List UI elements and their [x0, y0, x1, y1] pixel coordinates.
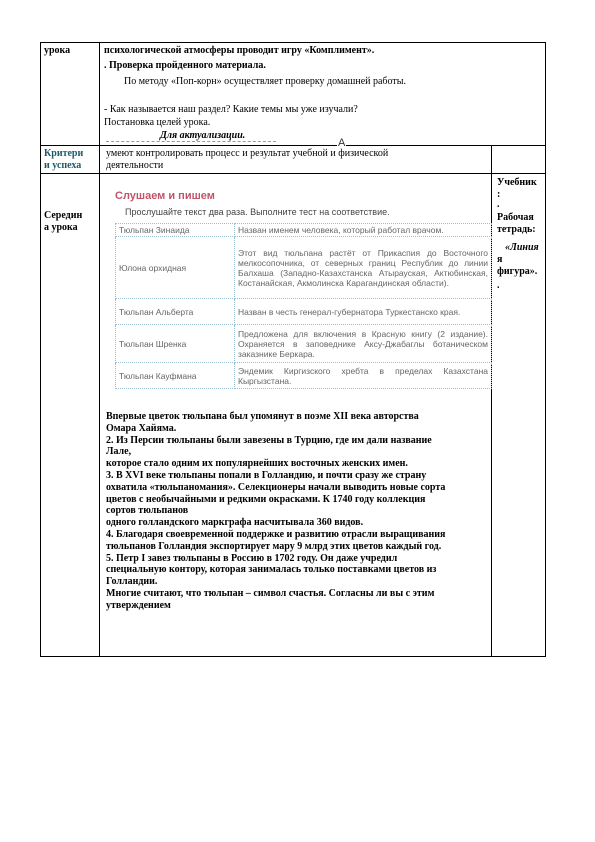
matching-table — [115, 223, 492, 389]
exercise-title: Слушаем и пишем — [115, 190, 215, 202]
column-divider-1 — [99, 42, 100, 657]
anchor-marker: A — [338, 137, 346, 149]
text-line: цветов с необычайными и редкими окрасками. К 1740 году коллекция — [106, 493, 426, 505]
tulip-facts-text — [106, 411, 491, 612]
text-line: сортов тюльпанов — [106, 505, 189, 517]
text-line: охватила «тюльпаномания». Селекционеры начали выводить новые сорта — [106, 481, 446, 493]
text-line: Впервые цветок тюльпана был упомянут в поэме XII века авторства — [106, 411, 419, 422]
row1-line-2: . Проверка пройденного материала. — [104, 60, 266, 71]
text-line: Голландии. — [106, 576, 158, 588]
text-line: 4. Благодаря своевременной поддержке и развитию отрасли выращивания — [106, 528, 446, 540]
tulip-description: Назван именем человека, который работал врачом. — [235, 224, 492, 237]
row1-line-1: психологической атмосферы проводит игру «Комплимент». — [104, 45, 375, 56]
table-bottom-border — [40, 656, 546, 657]
row-divider-2 — [40, 173, 546, 174]
table-right-border — [545, 42, 546, 657]
tulip-description: Эндемик Киргизского хребта в пределах Казахстана Кыргызстана. — [235, 363, 492, 389]
exercise-instruction: Прослушайте текст два раза. Выполните тест на соответствие. — [125, 207, 390, 217]
resources-line-5: тетрадь: — [497, 224, 536, 235]
row1-line-4: - Как называется наш раздел? Какие темы мы уже изучали? — [104, 104, 358, 115]
table-row — [116, 224, 492, 237]
resources-line-3: . — [497, 199, 500, 210]
tulip-name: Тюльпан Шренка — [116, 325, 235, 363]
resources-line-8: фигура». — [497, 266, 538, 277]
tulip-name: Юлона орхидная — [116, 237, 235, 299]
text-line: утверждением — [106, 599, 171, 611]
text-line: 5. Петр I завез тюльпаны в Россию в 1702 году. Он даже учредил — [106, 552, 398, 564]
resources-line-2: : — [497, 189, 501, 200]
resources-line-6: «Линия — [505, 242, 539, 253]
resources-line-4: Рабочая — [497, 212, 534, 223]
row2-label-line-1: Критери — [44, 148, 84, 159]
text-line: 2. Из Персии тюльпаны были завезены в Турцию, где им дали название — [106, 434, 432, 446]
tulip-name: Тюльпан Альберта — [116, 299, 235, 325]
row2-label-line-2: и успеха — [44, 160, 82, 171]
text-line: одного голландского маркграфа насчитывала 360 видов. — [106, 517, 364, 529]
row1-line-6: Для актуализации. — [160, 130, 246, 141]
resources-line-7: я — [497, 254, 503, 265]
row3-label-line-2: а урока — [44, 222, 78, 233]
row1-line-3: По методу «Поп-корн» осуществляет проверку домашней работы. — [124, 76, 406, 87]
row1-line-5: Постановка целей урока. — [104, 117, 211, 128]
tulip-description: Назван в честь генерал-губернатора Туркестанско края. — [235, 299, 492, 325]
table-row — [116, 363, 492, 389]
row-divider-1 — [40, 145, 546, 146]
resources-line-1: Учебник — [497, 177, 537, 188]
row2-line-2: деятельности — [106, 160, 164, 171]
resources-line-9: . — [497, 280, 500, 291]
exercise-image — [115, 185, 492, 397]
row2-line-1: умеют контролировать процесс и результат учебной и физической — [106, 148, 389, 159]
table-top-border — [40, 42, 546, 43]
text-line: Многие считают, что тюльпан – символ счастья. Согласны ли вы с этим — [106, 587, 435, 599]
text-line: тюльпанов Голландия экспортирует мару 9 млрд этих цветов каждый год. — [106, 540, 442, 552]
text-line: Лале, — [106, 446, 132, 458]
table-row — [116, 299, 492, 325]
tulip-name: Тюльпан Кауфмана — [116, 363, 235, 389]
tulip-description: Этот вид тюльпана растёт от Прикаспия до Восточного мелкосопочника, от северных границ Республик до линии Балхаша (Западно-Казахстанска Атырауская, Актюбинская, Костанайская, Акмолинска Карагандинская области). — [235, 237, 492, 299]
table-row — [116, 325, 492, 363]
text-line: 3. В XVI веке тюльпаны попали в Голландию, и почти сразу же страну — [106, 469, 427, 481]
text-line: которое стало одним их популярнейших восточных женских имен. — [106, 458, 408, 470]
row3-label-line-1: Середин — [44, 210, 83, 221]
table-row — [116, 237, 492, 299]
row1-label: урока — [44, 45, 71, 56]
text-line: Омара Хайяма. — [106, 422, 177, 434]
tulip-description: Предложена для включения в Красную книгу (2 издание). Охраняется в заповеднике Аксу-Джабаглы ботаническом заказнике Беркара. — [235, 325, 492, 363]
text-line: специальную контору, которая занималась только поставками цветов из — [106, 564, 437, 576]
tulip-name: Тюльпан Зинаида — [116, 224, 235, 237]
table-left-border — [40, 42, 41, 657]
